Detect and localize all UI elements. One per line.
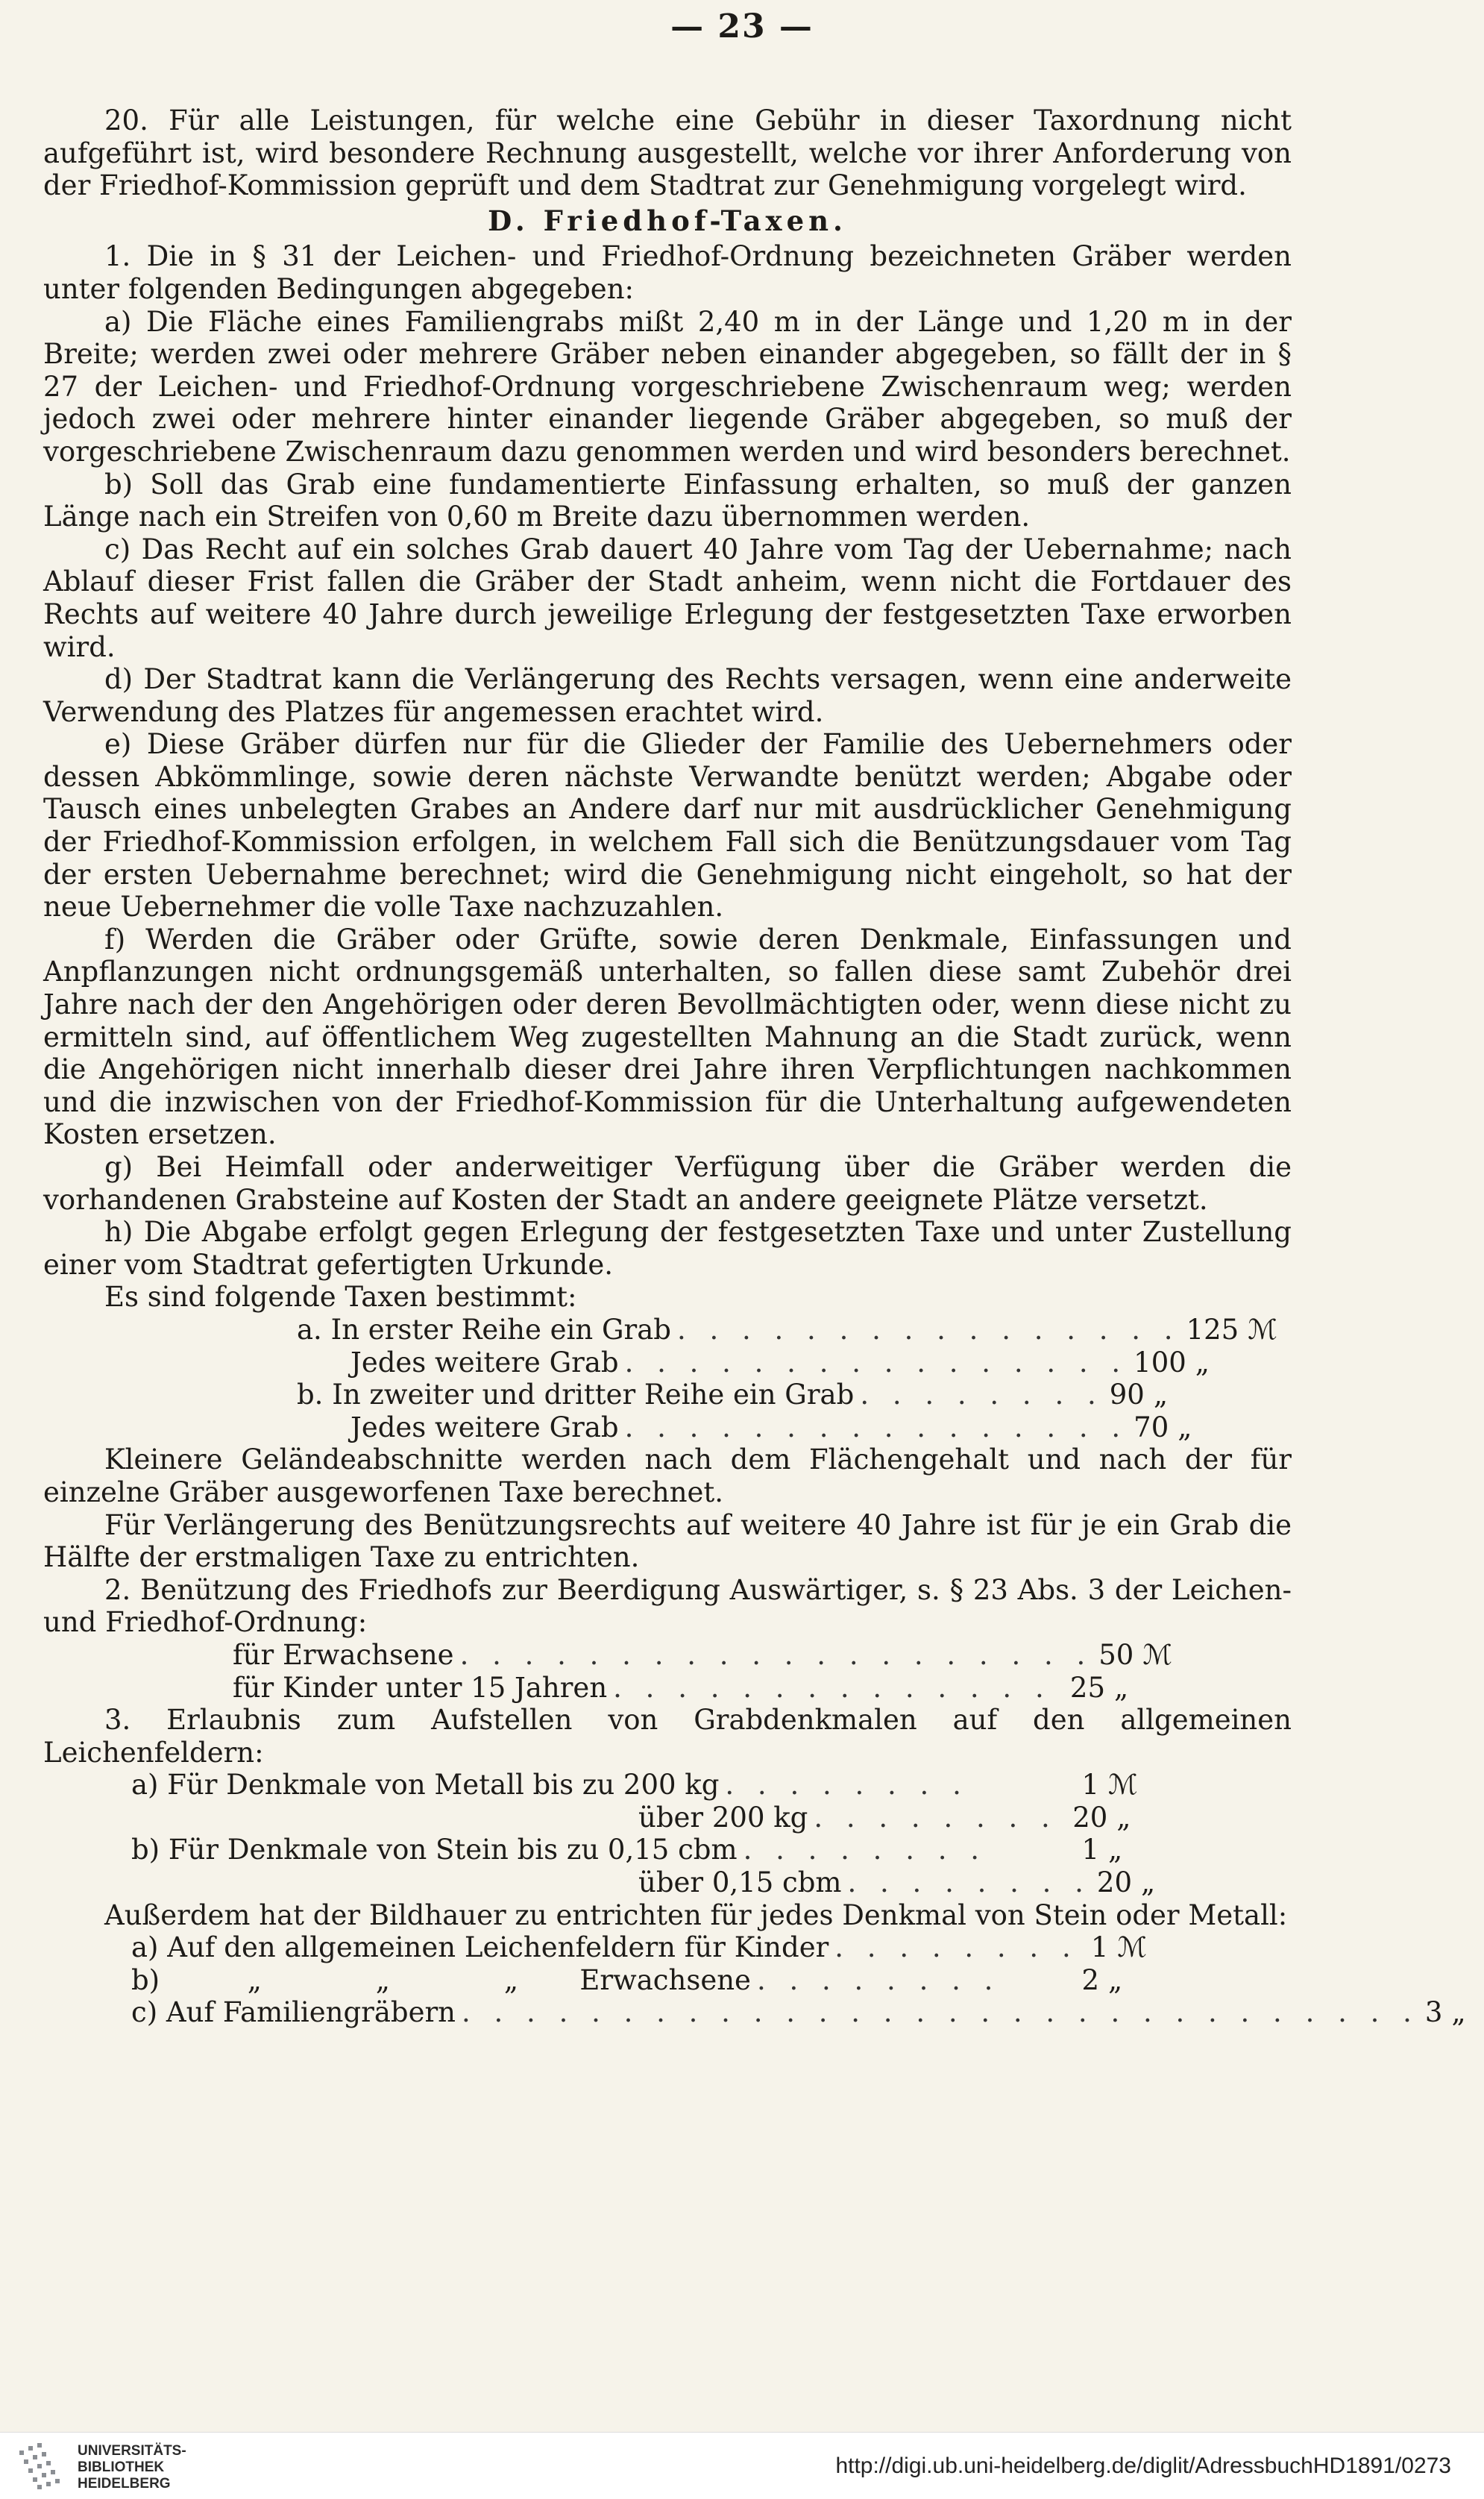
tax-row-label: a) Für Denkmale von Metall bis zu 200 kg: [131, 1769, 720, 1802]
tax-row-label: b) Für Denkmale von Stein bis zu 0,15 cbm: [131, 1834, 738, 1866]
tax-row-unit: „: [1108, 1834, 1123, 1866]
paragraph-kleinere: Kleinere Geländeabschnitte werden nach dem Flächengehalt und nach der für einzelne Gräber ausgeworfenen Taxe berechnet.: [43, 1443, 1292, 1508]
tax-row-value: 2: [1081, 1963, 1099, 1996]
tax-row-label: Jedes weitere Grab: [350, 1346, 619, 1379]
page-number: — 23 —: [670, 7, 814, 46]
tax-row-unit: „: [1108, 1963, 1123, 1996]
tax-row: [131, 1802, 1147, 1834]
tax-row: [131, 1996, 1466, 2029]
tax-row: [131, 1964, 1147, 1997]
tax-row-unit: „: [1114, 1671, 1129, 1704]
leader-dots: . . . . . . . .: [847, 1866, 1091, 1899]
tax-row-value: 1: [1090, 1931, 1109, 1964]
tax-table-4: [131, 1931, 1466, 2029]
paragraph-1e: e) Diese Gräber dürfen nur für die Glieder der Familie des Uebernehmers oder dessen Abkömmlinge, sowie deren nächste Verwandte benützt werden; Abgabe oder Tausch eines unbelegten Grabes an Andere darf nur mit ausdrücklicher Genehmigung der Friedhof-Kommission erfolgen, in welchem Fall sich die Benützungsdauer vom Tag der ersten Uebernahme berechnet; wird die Genehmigung nicht eingeholt, so hat der neue Uebernehmer die volle Taxe nachzuzahlen.: [43, 728, 1292, 924]
paragraph-2: 2. Benützung des Friedhofs zur Beerdigung Auswärtiger, s. § 23 Abs. 3 der Leichen- und Friedhof-Ordnung:: [43, 1573, 1292, 1639]
tax-row-unit: ℳ: [1108, 1769, 1138, 1802]
tax-row: [131, 1834, 1147, 1866]
paragraph-1d: d) Der Stadtrat kann die Verlängerung des Rechts versagen, wenn eine anderweite Verwendung des Platzes für angemessen erachtet wird.: [43, 663, 1292, 728]
tax-row-unit: „: [1141, 1866, 1156, 1899]
tax-row-value: 50: [1098, 1638, 1134, 1671]
tax-row-label: a) Auf den allgemeinen Leichenfeldern für Kinder: [131, 1931, 829, 1964]
tax-row-unit: „: [1178, 1411, 1192, 1443]
tax-row: [131, 1866, 1156, 1899]
leader-dots: . . . . . . . .: [834, 1931, 1078, 1964]
leader-dots: . . . . . . . .: [814, 1801, 1057, 1834]
tax-row-value: 1: [1081, 1834, 1099, 1866]
tax-row-value: 20: [1072, 1801, 1108, 1834]
paragraph-3: 3. Erlaubnis zum Aufstellen von Grabdenkmalen auf den allgemeinen Leichenfeldern:: [43, 1704, 1292, 1769]
tax-row-unit: ℳ: [1248, 1313, 1277, 1346]
tax-row-value: 70: [1134, 1411, 1169, 1443]
tax-row: [297, 1313, 1277, 1346]
leader-dots: . . . . . . . . . . . . . . . .: [624, 1346, 1128, 1379]
logo-line: BIBLIOTHEK: [78, 2459, 165, 2475]
tax-row-unit: „: [1153, 1379, 1168, 1411]
leader-dots: . . . . . . . .: [743, 1834, 987, 1866]
tax-row-label: b. In zweiter und dritter Reihe ein Grab: [297, 1379, 855, 1411]
tax-row-label: Jedes weitere Grab: [350, 1411, 619, 1443]
university-library-logo-icon: [13, 2440, 67, 2494]
tax-row: [297, 1379, 1168, 1411]
leader-dots: . . . . . . . .: [860, 1379, 1104, 1411]
source-url-link[interactable]: http://digi.ub.uni-heidelberg.de/diglit/AdressbuchHD1891/0273: [835, 2453, 1451, 2478]
leader-dots: . . . . . . . . . . . . . .: [613, 1671, 1051, 1704]
tax-row-label: für Erwachsene: [233, 1638, 454, 1671]
tax-row: [131, 1931, 1147, 1964]
leader-dots: . . . . . . . . . . . . . . . . . . . . . . . . . . . . . .: [462, 1996, 1419, 2029]
section-title: D. Friedhof-Taxen.: [488, 204, 847, 237]
paragraph-1: 1. Die in § 31 der Leichen- und Friedhof-Ordnung bezeichneten Gräber werden unter folgenden Bedingungen abgegeben:: [43, 240, 1292, 305]
tax-row-unit: „: [1195, 1346, 1210, 1379]
tax-row-unit: „: [1451, 1996, 1466, 2029]
tax-row-value: 100: [1134, 1346, 1186, 1379]
tax-row: [297, 1346, 1210, 1379]
tax-row-label: über 200 kg: [638, 1801, 808, 1834]
tax-row: [131, 1769, 1147, 1802]
tax-row-value: 90: [1109, 1379, 1145, 1411]
tax-intro: Es sind folgende Taxen bestimmt:: [104, 1281, 577, 1314]
tax-row: [233, 1672, 1147, 1705]
tax-row-label: b) „ „ „ Erwachsene: [131, 1963, 751, 1996]
tax-row-value: 20: [1096, 1866, 1133, 1899]
tax-table-2: [233, 1638, 1172, 1704]
tax-row-label: c) Auf Familiengräbern: [131, 1996, 456, 2029]
leader-dots: . . . . . . . . . . . . . . . .: [624, 1411, 1128, 1443]
tax-row-value: 1: [1081, 1769, 1099, 1802]
document-body: [43, 104, 1466, 2029]
tax-row-unit: „: [1116, 1801, 1131, 1834]
tax-row-unit: ℳ: [1117, 1931, 1147, 1964]
leader-dots: . . . . . . . . . . . . . . . . . . . .: [459, 1638, 1093, 1671]
tax-table: [297, 1313, 1277, 1443]
logo-line: UNIVERSITÄTS-: [78, 2443, 186, 2459]
tax-row-value: 125: [1186, 1313, 1239, 1346]
leader-dots: . . . . . . . .: [756, 1963, 1001, 1996]
tax-row-label: für Kinder unter 15 Jahren: [233, 1671, 608, 1704]
tax-row-unit: ℳ: [1142, 1638, 1172, 1671]
tax-row-value: 3: [1424, 1996, 1443, 2029]
paragraph-20: 20. Für alle Leistungen, für welche eine Gebühr in dieser Taxordnung nicht aufgeführt ist, wird besondere Rechnung ausgestellt, welche vor ihrer Anforderung von der Friedhof-Kommission geprüft und dem Stadtrat zur Genehmigung vorgelegt wird.: [43, 104, 1292, 202]
paragraph-1h: h) Die Abgabe erfolgt gegen Erlegung der festgesetzten Taxe und unter Zustellung einer vom Stadtrat gefertigten Urkunde.: [43, 1216, 1292, 1281]
tax-row-label: über 0,15 cbm: [638, 1866, 842, 1899]
tax-row: [233, 1638, 1172, 1672]
tax-row: [297, 1411, 1192, 1444]
tax-row-value: 25: [1069, 1671, 1106, 1704]
paragraph-verlaengerung: Für Verlängerung des Benützungsrechts auf weitere 40 Jahre ist für je ein Grab die Hälfte der erstmaligen Taxe zu entrichten.: [43, 1508, 1292, 1574]
paragraph-1b: b) Soll das Grab eine fundamentierte Einfassung erhalten, so muß der ganzen Länge nach ein Streifen von 0,60 m Breite dazu übernommen werden.: [43, 468, 1292, 533]
tax-row-label: a. In erster Reihe ein Grab: [297, 1313, 671, 1346]
logo-line: HEIDELBERG: [78, 2476, 171, 2492]
footer-bar: [0, 2432, 1484, 2499]
paragraph-1f: f) Werden die Gräber oder Grüfte, sowie deren Denkmale, Einfassungen und Anpflanzungen nicht ordnungsgemäß unterhalten, so fallen diese samt Zubehör drei Jahre nach der den Angehörigen oder deren Bevollmächtigten oder, wenn diese nicht zu ermitteln sind, auf öffentlichem Weg zugestellten Mahnung an die Stadt zurück, wenn die Angehörigen nicht innerhalb dieser drei Jahre ihren Verpflichtungen nachkommen und die inzwischen von der Friedhof-Kommission für die Unterhaltung aufgewendeten Kosten ersetzen.: [43, 923, 1292, 1151]
paragraph-ausserdem: Außerdem hat der Bildhauer zu entrichten für jedes Denkmal von Stein oder Metall:: [104, 1898, 1288, 1931]
library-logo-text: [78, 2443, 186, 2492]
paragraph-1c: c) Das Recht auf ein solches Grab dauert 40 Jahre vom Tag der Uebernahme; nach Ablauf dieser Frist fallen die Gräber der Stadt anheim, wenn nicht die Fortdauer des Rechts auf weitere 40 Jahre durch jeweilige Erlegung der festgesetzten Taxe erworben wird.: [43, 533, 1292, 663]
leader-dots: . . . . . . . .: [725, 1769, 969, 1802]
paragraph-1a: a) Die Fläche eines Familiengrabs mißt 2,40 m in der Länge und 1,20 m in der Breite; werden zwei oder mehrere Gräber neben einander abgegeben, so fällt der in § 27 der Leichen- und Friedhof-Ordnung vorgeschriebene Zwischenraum weg; werden jedoch zwei oder mehrere hinter einander liegende Gräber abgegeben, so muß der vorgeschriebene Zwischenraum dazu genommen werden und wird besonders berechnet.: [43, 305, 1292, 468]
paragraph-1g: g) Bei Heimfall oder anderweitiger Verfügung über die Gräber werden die vorhandenen Grabsteine auf Kosten der Stadt an andere geeignete Plätze versetzt.: [43, 1151, 1292, 1216]
tax-table-3: [131, 1769, 1156, 1899]
leader-dots: . . . . . . . . . . . . . . . .: [676, 1313, 1180, 1346]
